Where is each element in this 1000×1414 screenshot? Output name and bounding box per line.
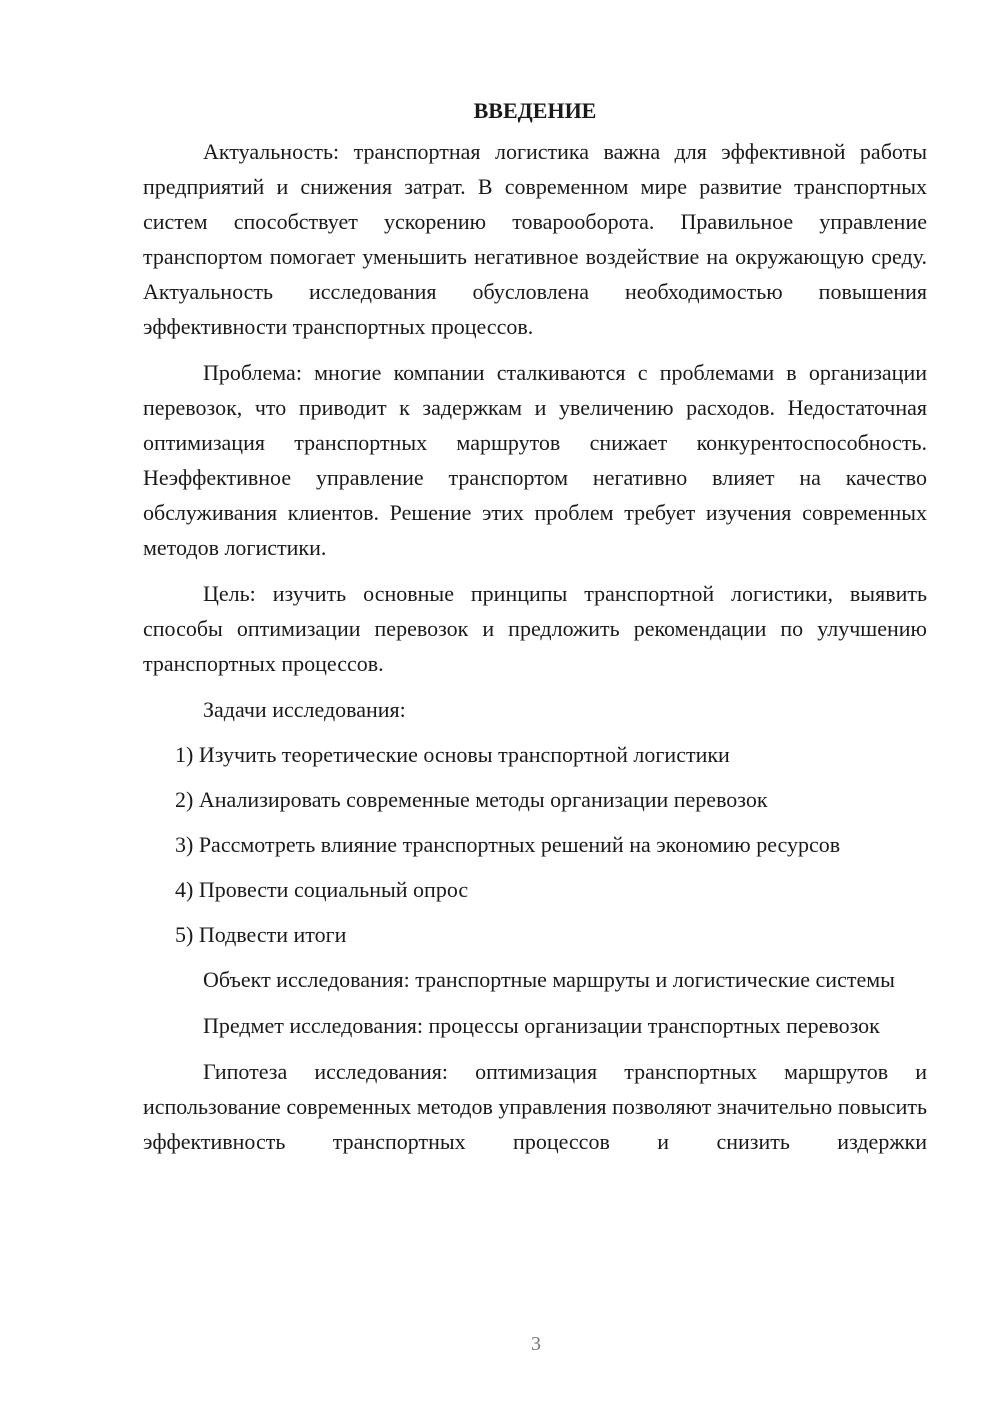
subject-paragraph: Предмет исследования: процессы организации транспортных перевозок bbox=[203, 1013, 880, 1038]
list-item: 1) Изучить теоретические основы транспортной логистики bbox=[175, 742, 730, 767]
goal-paragraph: Цель: изучить основные принципы транспортной логистики, выявить способы оптимизации перевозок и предложить рекомендации по улучшению транспортных процессов. bbox=[143, 581, 927, 676]
task-list bbox=[143, 737, 927, 952]
list-item: 5) Подвести итоги bbox=[175, 922, 347, 947]
object-paragraph: Объект исследования: транспортные маршруты и логистические системы bbox=[203, 967, 895, 992]
list-item: 2) Анализировать современные методы организации перевозок bbox=[175, 787, 768, 812]
list-item: 4) Провести социальный опрос bbox=[175, 877, 469, 902]
page-content bbox=[143, 96, 927, 1170]
relevance-paragraph: Актуальность: транспортная логистика важна для эффективной работы предприятий и снижения затрат. В современном мире развитие транспортных систем способствует ускорению товарооборота. Правильное управление транспортом помогает уменьшить негативное воздействие на окружающую среду. Актуальность исследования обусловлена необходимостью повышения эффективности транспортных процессов. bbox=[143, 139, 927, 339]
page-title: ВВЕДЕНИЕ bbox=[473, 98, 597, 123]
list-item: 3) Рассмотреть влияние транспортных решений на экономию ресурсов bbox=[175, 832, 841, 857]
page-number: 3 bbox=[531, 1333, 541, 1355]
tasks-heading: Задачи исследования: bbox=[203, 697, 406, 722]
hypothesis-paragraph: Гипотеза исследования: оптимизация транспортных маршрутов и использование современных методов управления позволяют значительно повысить эффективность транспортных процессов и снизить издержки bbox=[143, 1059, 927, 1154]
problem-paragraph: Проблема: многие компании сталкиваются с проблемами в организации перевозок, что приводит к задержкам и увеличению расходов. Недостаточная оптимизация транспортных маршрутов снижает конкурентоспособность. Неэффективное управление транспортом негативно влияет на качество обслуживания клиентов. Решение этих проблем требует изучения современных методов логистики. bbox=[143, 360, 927, 560]
